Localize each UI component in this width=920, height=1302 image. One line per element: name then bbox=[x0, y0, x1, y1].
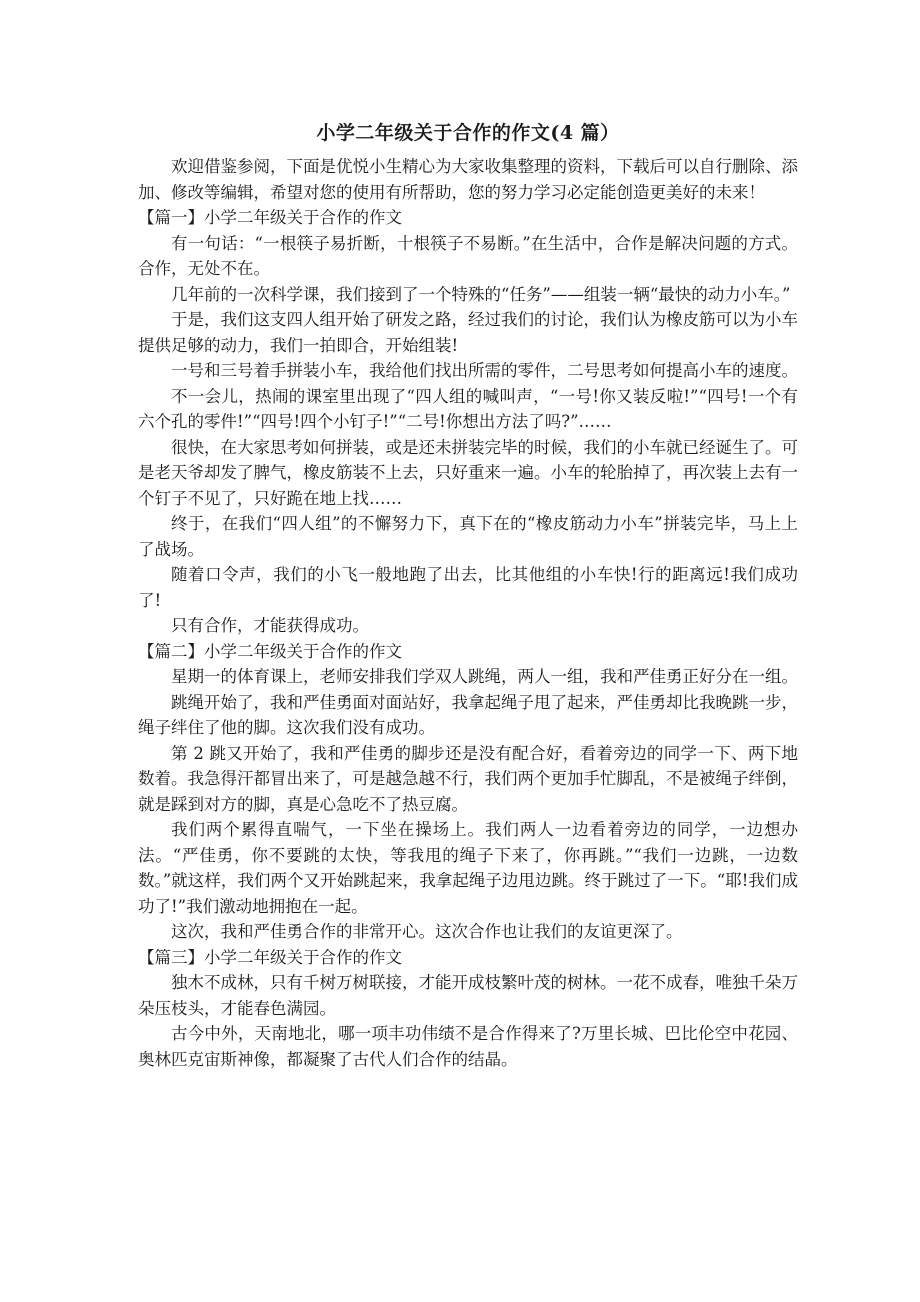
paragraph: 我们两个累得直喘气，一下坐在操场上。我们两人一边看着旁边的同学，一边想办法。“严佳勇，你不要跳的太快，等我甩的绳子下来了，你再跳。”“我们一边跳，一边数数。”就这样，我们两个又开始跳起来，我拿起绳子边甩边跳。终于跳过了一下。“耶!我们成功了!”我们激动地拥抱在一起。 bbox=[138, 820, 798, 916]
paragraph: 只有合作，才能获得成功。 bbox=[171, 616, 369, 635]
paragraph: 很快，在大家思考如何拼装，或是还未拼装完毕的时候，我们的小车就已经诞生了。可是老天爷却发了脾气，橡皮筋装不上去，只好重来一遍。小车的轮胎掉了，再次装上去有一个钉子不见了，只好跪在地上找…… bbox=[138, 437, 798, 508]
section-heading: 【篇三】小学二年级关于合作的作文 bbox=[138, 947, 402, 967]
document-title: 小学二年级关于合作的作文(4 篇） bbox=[316, 122, 620, 144]
section-1 bbox=[138, 205, 798, 639]
paragraph: 古今中外，天南地北，哪一项丰功伟绩不是合作得来了?万里长城、巴比伦空中花园、奥林匹克宙斯神像，都凝聚了古代人们合作的结晶。 bbox=[138, 1024, 798, 1069]
paragraph: 终于，在我们“四人组”的不懈努力下，真下在的“橡皮筋动力小车”拼装完毕，马上上了战场。 bbox=[138, 514, 798, 559]
intro-paragraph: 欢迎借鉴参阅，下面是优悦小生精心为大家收集整理的资料，下载后可以自行删除、添加、修改等编辑，希望对您的使用有所帮助，您的努力学习必定能创造更美好的未来！ bbox=[138, 157, 798, 202]
paragraph: 随着口令声，我们的小飞一般地跑了出去，比其他组的小车快!行的距离远!我们成功了! bbox=[138, 565, 798, 610]
paragraph: 于是，我们这支四人组开始了研发之路，经过我们的讨论，我们认为橡皮筋可以为小车提供足够的动力，我们一拍即合，开始组装! bbox=[138, 310, 798, 355]
section-3 bbox=[138, 945, 798, 1073]
section-heading: 【篇一】小学二年级关于合作的作文 bbox=[138, 208, 402, 227]
paragraph: 星期一的体育课上，老师安排我们学双人跳绳，两人一组，我和严佳勇正好分在一组。 bbox=[171, 667, 798, 686]
paragraph: 不一会儿，热闹的课室里出现了“四人组的喊叫声，“一号!你又装反啦!”“四号!一个有六个孔的零件!”“四号!四个小钉子!”“二号!你想出方法了吗?”…… bbox=[138, 386, 798, 431]
document-page bbox=[138, 118, 798, 1072]
paragraph: 跳绳开始了，我和严佳勇面对面站好，我拿起绳子甩了起来，严佳勇却比我晚跳一步，绳子绊住了他的脚。这次我们没有成功。 bbox=[138, 692, 798, 737]
paragraph: 有一句话：“一根筷子易折断，十根筷子不易断。”在生活中，合作是解决问题的方式。合作，无处不在。 bbox=[138, 233, 798, 278]
paragraph: 独木不成林，只有千树万树联接，才能开成枝繁叶茂的树林。一花不成春，唯独千朵万朵压枝头，才能春色满园。 bbox=[138, 973, 798, 1018]
paragraph: 第 2 跳又开始了，我和严佳勇的脚步还是没有配合好，看着旁边的同学一下、两下地数着。我急得汗都冒出来了，可是越急越不行，我们两个更加手忙脚乱，不是被绳子绊倒，就是踩到对方的脚，真是心急吃不了热豆腐。 bbox=[138, 743, 798, 814]
paragraph: 一号和三号着手拼装小车，我给他们找出所需的零件，二号思考如何提高小车的速度。 bbox=[171, 361, 798, 380]
section-heading: 【篇二】小学二年级关于合作的作文 bbox=[138, 641, 402, 661]
paragraph: 几年前的一次科学课，我们接到了一个特殊的“任务”——组装一辆“最快的动力小车。” bbox=[171, 284, 791, 304]
paragraph: 这次，我和严佳勇合作的非常开心。这次合作也让我们的友谊更深了。 bbox=[171, 922, 683, 941]
section-2 bbox=[138, 639, 798, 945]
